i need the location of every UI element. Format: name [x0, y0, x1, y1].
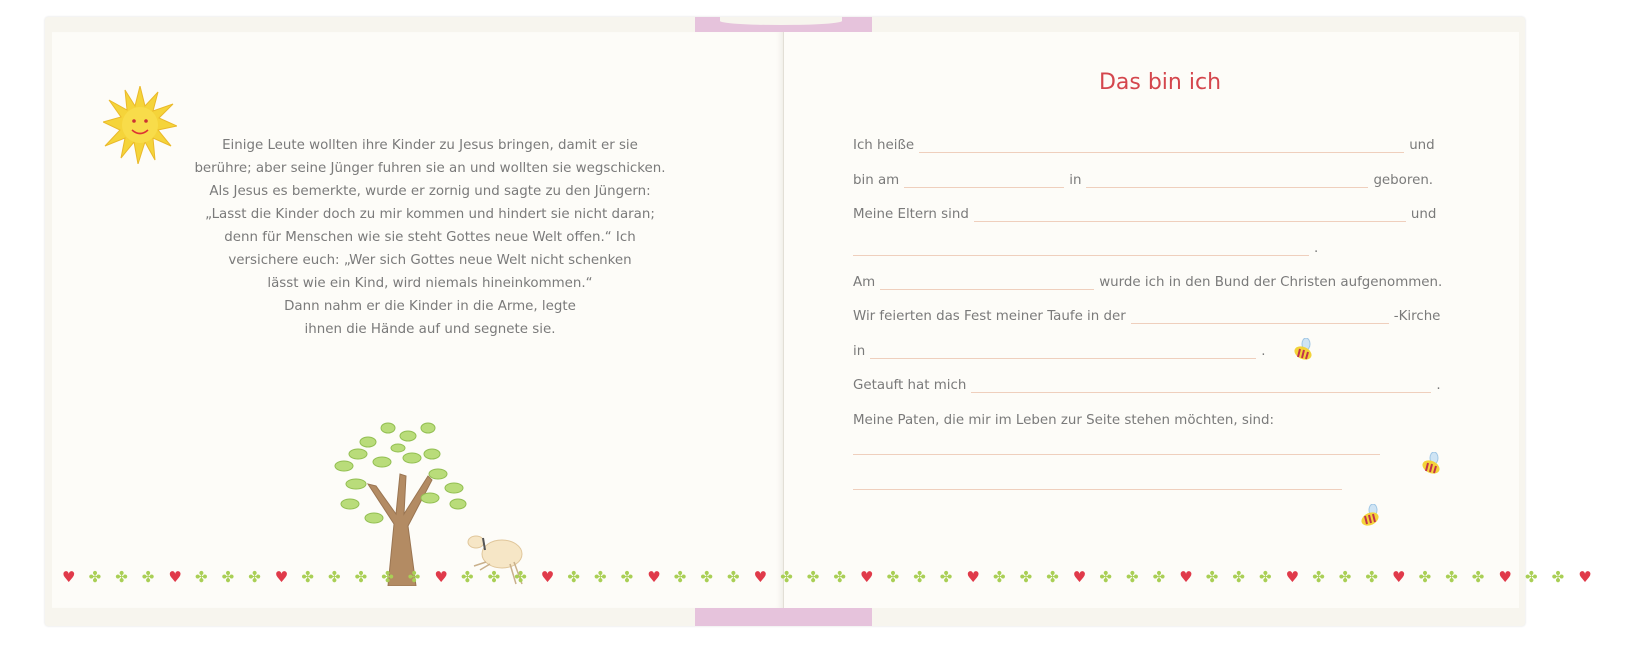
clover-icon: ✤	[461, 568, 474, 586]
clover-icon: ✤	[913, 568, 926, 586]
heart-icon: ♥	[540, 568, 555, 586]
church-place-label: in	[853, 344, 866, 359]
clover-icon: ✤	[301, 568, 314, 586]
verse-line: berühre; aber seine Jünger fuhren sie an und wollten sie wegschicken.	[194, 161, 666, 176]
clover-icon: ✤	[141, 568, 155, 586]
name-field[interactable]	[919, 140, 1404, 153]
parents-field[interactable]	[974, 209, 1406, 222]
godparents-line-2	[853, 472, 1347, 490]
church-place-row	[853, 341, 1265, 359]
godparents-line-1	[853, 437, 1385, 455]
clover-icon: ✤	[780, 568, 793, 586]
clover-icon: ✤	[1259, 568, 1272, 586]
clover-icon: ✤	[673, 568, 687, 586]
clover-icon: ✤	[1365, 568, 1378, 586]
verse-line: Dann nahm er die Kinder in die Arme, legte	[284, 299, 576, 314]
clover-icon: ✤	[328, 568, 341, 586]
verse-line: denn für Menschen wie sie steht Gottes neue Welt offen.“ Ich	[224, 230, 636, 245]
godparent-field-2[interactable]	[853, 477, 1342, 490]
decorative-border	[62, 568, 1592, 588]
verse-line: „Lasst die Kinder doch zu mir kommen und hindert sie nicht daran;	[205, 207, 655, 222]
heart-icon: ♥	[434, 568, 448, 586]
sun-icon	[103, 86, 177, 164]
parents-label: Meine Eltern sind	[853, 207, 969, 222]
tree-illustration	[328, 414, 473, 586]
bee-icon	[1290, 338, 1314, 362]
parents-field-2[interactable]	[853, 243, 1309, 256]
clover-icon: ✤	[806, 568, 820, 586]
clover-icon: ✤	[1205, 568, 1219, 586]
church-suffix: -Kirche	[1393, 309, 1441, 324]
verse-line: lässt wie ein Kind, wird niemals hineinkommen.“	[267, 276, 593, 291]
baptizer-row	[853, 375, 1441, 393]
godparents-row	[853, 410, 1274, 428]
clover-icon: ✤	[886, 568, 900, 586]
clover-icon: ✤	[620, 568, 634, 586]
parents-row	[853, 204, 1436, 222]
baptism-date-suffix: wurde ich in den Bund der Christen aufgenommen.	[1099, 275, 1443, 290]
clover-icon: ✤	[993, 568, 1006, 586]
baptizer-field[interactable]	[971, 380, 1431, 393]
heart-icon: ♥	[274, 568, 289, 586]
heart-icon: ♥	[168, 568, 182, 586]
clover-icon: ✤	[487, 568, 501, 586]
birth-date-field[interactable]	[904, 175, 1064, 188]
clover-icon: ✤	[354, 568, 368, 586]
bookmark-ribbon-top	[695, 17, 872, 32]
birth-date-label: bin am	[853, 173, 900, 188]
name-label: Ich heiße	[853, 138, 915, 153]
clover-icon: ✤	[1312, 568, 1325, 586]
clover-icon: ✤	[221, 568, 235, 586]
birth-row	[853, 170, 1433, 188]
clover-icon: ✤	[727, 568, 740, 586]
church-row	[853, 306, 1440, 324]
heart-icon: ♥	[62, 568, 76, 586]
name-suffix: und	[1409, 138, 1435, 153]
bookmark-ribbon-bottom	[695, 608, 872, 626]
verse-line: versichere euch: „Wer sich Gottes neue Welt nicht schenken	[228, 253, 632, 268]
clover-icon: ✤	[833, 568, 846, 586]
parents-row-2	[853, 238, 1318, 256]
heart-icon: ♥	[753, 568, 768, 586]
church-label: Wir feierten das Fest meiner Taufe in der	[853, 309, 1126, 324]
parents2-suffix: .	[1314, 241, 1319, 256]
baptism-date-row	[853, 272, 1442, 290]
heart-icon: ♥	[647, 568, 661, 586]
godparents-label: Meine Paten, die mir im Leben zur Seite stehen möchten, sind:	[853, 413, 1275, 428]
heart-icon: ♥	[1392, 568, 1406, 586]
church-place-field[interactable]	[870, 346, 1256, 359]
clover-icon: ✤	[1525, 568, 1538, 586]
verse-line: Einige Leute wollten ihre Kinder zu Jesus bringen, damit er sie	[222, 138, 638, 153]
clover-icon: ✤	[1099, 568, 1112, 586]
clover-icon: ✤	[594, 568, 607, 586]
verse-line: ihnen die Hände auf und segnete sie.	[304, 322, 556, 337]
clover-icon: ✤	[1471, 568, 1485, 586]
heart-icon: ♥	[1179, 568, 1193, 586]
heart-icon: ♥	[1498, 568, 1512, 586]
clover-icon: ✤	[1152, 568, 1166, 586]
clover-icon: ✤	[248, 568, 261, 586]
heart-icon: ♥	[860, 568, 874, 586]
baptism-date-label: Am	[853, 275, 876, 290]
birth-place-field[interactable]	[1086, 175, 1368, 188]
clover-icon: ✤	[567, 568, 580, 586]
clover-icon: ✤	[1019, 568, 1033, 586]
clover-icon: ✤	[1046, 568, 1059, 586]
clover-icon: ✤	[1338, 568, 1352, 586]
clover-icon: ✤	[1445, 568, 1458, 586]
bible-verse	[190, 134, 670, 341]
heart-icon: ♥	[1072, 568, 1087, 586]
heart-icon: ♥	[1578, 568, 1592, 586]
clover-icon: ✤	[939, 568, 953, 586]
clover-icon: ✤	[700, 568, 713, 586]
baptizer-suffix: .	[1436, 378, 1441, 393]
clover-icon: ✤	[1126, 568, 1139, 586]
church-place-suffix: .	[1261, 344, 1266, 359]
clover-icon: ✤	[115, 568, 128, 586]
birth-suffix: geboren.	[1373, 173, 1434, 188]
bee-icon	[1418, 452, 1442, 476]
clover-icon: ✤	[1418, 568, 1432, 586]
heart-icon: ♥	[1285, 568, 1300, 586]
godparent-field-1[interactable]	[853, 442, 1380, 455]
page-title: Das bin ich	[1098, 70, 1222, 95]
church-field[interactable]	[1131, 311, 1389, 324]
baptism-date-field[interactable]	[880, 277, 1094, 290]
parents-suffix: und	[1410, 207, 1437, 222]
clover-icon: ✤	[88, 568, 102, 586]
clover-icon: ✤	[407, 568, 421, 586]
birth-place-label: in	[1069, 173, 1082, 188]
clover-icon: ✤	[514, 568, 527, 586]
clover-icon: ✤	[1232, 568, 1245, 586]
clover-icon: ✤	[195, 568, 208, 586]
baptizer-label: Getauft hat mich	[853, 378, 967, 393]
clover-icon: ✤	[381, 568, 394, 586]
heart-icon: ♥	[966, 568, 980, 586]
verse-line: Als Jesus es bemerkte, wurde er zornig und sagte zu den Jüngern:	[209, 184, 651, 199]
name-row	[853, 135, 1435, 153]
bee-icon	[1357, 504, 1381, 528]
clover-icon: ✤	[1551, 568, 1565, 586]
